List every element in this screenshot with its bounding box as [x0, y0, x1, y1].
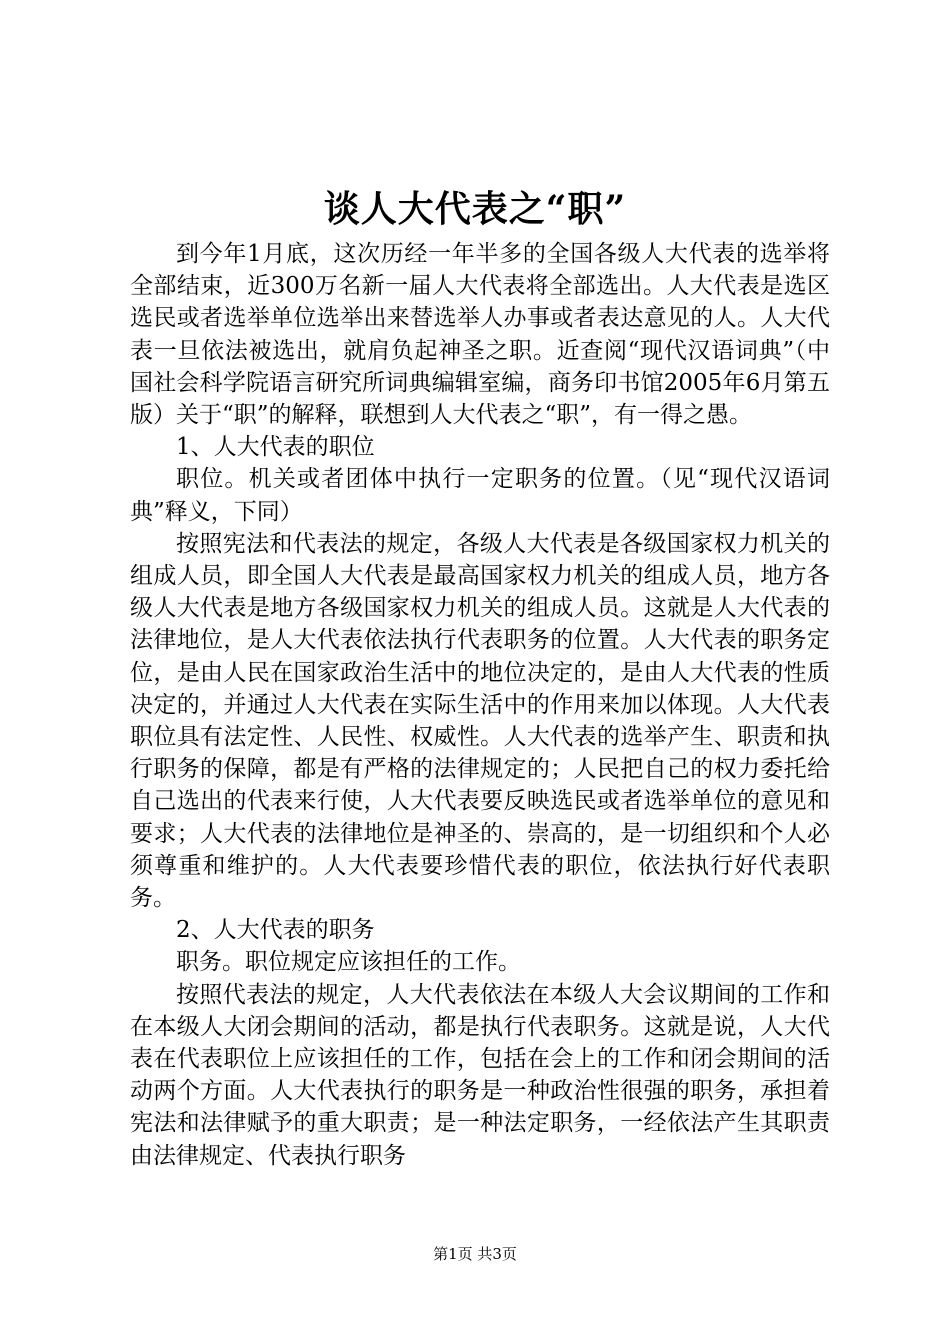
document-title: 谈人大代表之“职”	[323, 188, 627, 230]
paragraph-zhiwei: 按照宪法和代表法的规定，各级人大代表是各级国家权力机关的组成人员，即全国人大代表是最高国家权力机关的组成人员，地方各级人大代表是地方各级国家权力机关的组成人员。这就是人大代表的法律地位，是人大代表依法执行代表职务的位置。人大代表的职务定位，是由人民在国家政治生活中的地位决定的，是由人大代表的性质决定的，并通过人大代表在实际生活中的作用来加以体现。人大代表职位具有法定性、人民性、权威性。人大代表的选举产生、职责和执行职务的保障，都是有严格的法律规定的；人民把自己的权力委托给自己选出的代表来行使，人大代表要反映选民或者选举单位的意见和要求；人大代表的法律地位是神圣的、崇高的，是一切组织和个人必须尊重和维护的。人大代表要珍惜代表的职位，依法执行好代表职务。	[130, 530, 830, 912]
definition-zhiwu: 职务。职位规定应该担任的工作。	[176, 949, 521, 976]
paragraph-intro: 到今年1月底，这次历经一年半多的全国各级人大代表的选举将全部结束，近300万名新一届人大代表将全部选出。人大代表是选区选民或者选举单位选举出来替选举人办事或者表达意见的人。人大代表一旦依法被选出，就肩负起神圣之职。近查阅“现代汉语词典”（中国社会科学院语言研究所词典编辑室编，商务印书馆2005年6月第五版）关于“职”的解释，联想到人大代表之“职”，有一得之愚。	[130, 241, 830, 429]
document-body	[130, 238, 830, 1172]
section-heading-2: 2、人大代表的职务	[176, 917, 375, 944]
page-footer: 第1页 共3页	[433, 1245, 517, 1263]
section-heading-1: 1、人大代表的职位	[176, 434, 375, 461]
paragraph-zhiwu: 按照代表法的规定，人大代表依法在本级人大会议期间的工作和在本级人大闭会期间的活动，都是执行代表职务。这就是说，人大代表在代表职位上应该担任的工作，包括在会上的工作和闭会期间的活动两个方面。人大代表执行的职务是一种政治性很强的职务，承担着宪法和法律赋予的重大职责；是一种法定职务，一经依法产生其职责由法律规定、代表执行职务	[130, 981, 830, 1169]
definition-zhiwei: 职位。机关或者团体中执行一定职务的位置。（见“现代汉语词典”释义，下同）	[130, 466, 830, 525]
